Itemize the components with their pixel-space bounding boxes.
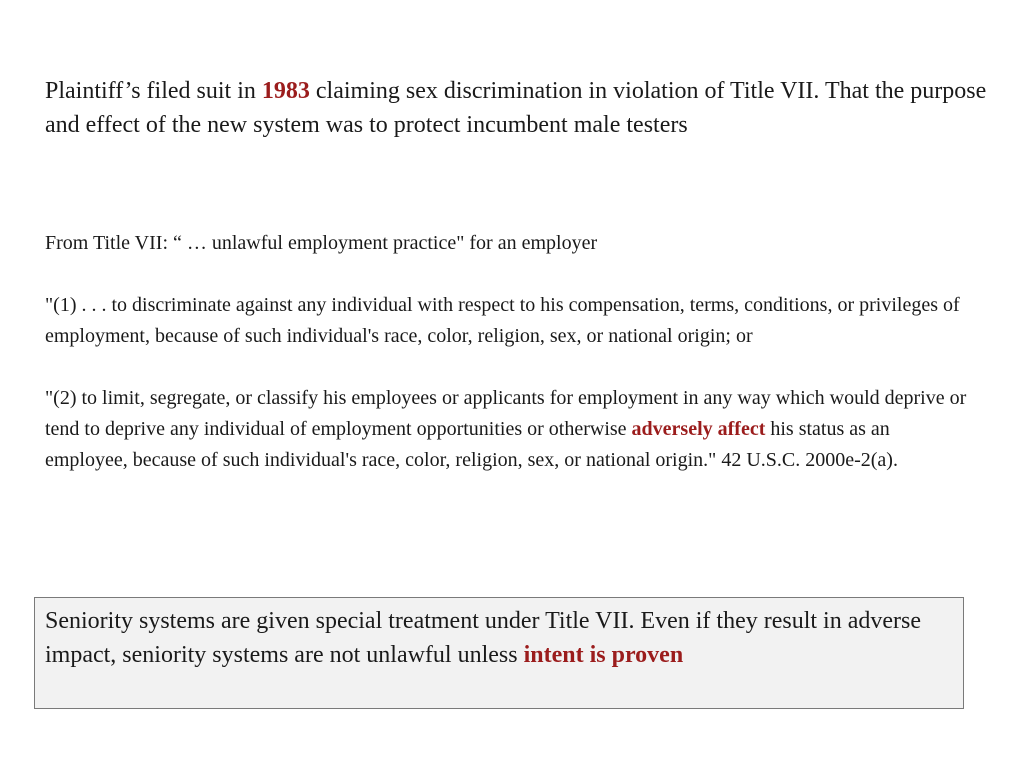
spacer bbox=[45, 352, 975, 383]
intro-paragraph bbox=[45, 74, 1005, 142]
adversely-affect-highlight: adversely affect bbox=[631, 418, 766, 440]
intro-text-after-year: claiming sex discrimination in violation of Title VII. That the purpose and effect of the new system was to protect incumbent male testers bbox=[45, 78, 987, 138]
quote-clause-2 bbox=[45, 383, 975, 476]
quote-clause-1: "(1) . . . to discriminate against any individual with respect to his compensation, terms, conditions, or privileges of employment, because of such individual's race, color, religion, sex, or national origin; or bbox=[45, 294, 960, 347]
clause-2-text-before: "(2) to limit, segregate, or classify his employees or applicants for employment in any way which would deprive or tend to deprive any individual of employment opportunities or otherwise bbox=[45, 387, 967, 440]
callout-text: Seniority systems are given special treatment under Title VII. Even if they result in adverse impact, seniority systems are not unlawful unless bbox=[45, 608, 922, 668]
clause-2-text-after: his status as an employee, because of such individual's race, color, religion, sex, or national origin." 42 U.S.C. 2000e-2(a). bbox=[45, 418, 898, 471]
intro-text-before-year: Plaintiff’s filed suit in bbox=[45, 78, 262, 104]
intent-is-proven-highlight: intent is proven bbox=[523, 642, 684, 668]
spacer bbox=[45, 259, 975, 290]
filing-year: 1983 bbox=[261, 78, 310, 104]
seniority-callout-box bbox=[34, 597, 964, 709]
quote-header: From Title VII: “ … unlawful employment practice" for an employer bbox=[45, 232, 598, 254]
title-vii-quote bbox=[45, 228, 975, 476]
